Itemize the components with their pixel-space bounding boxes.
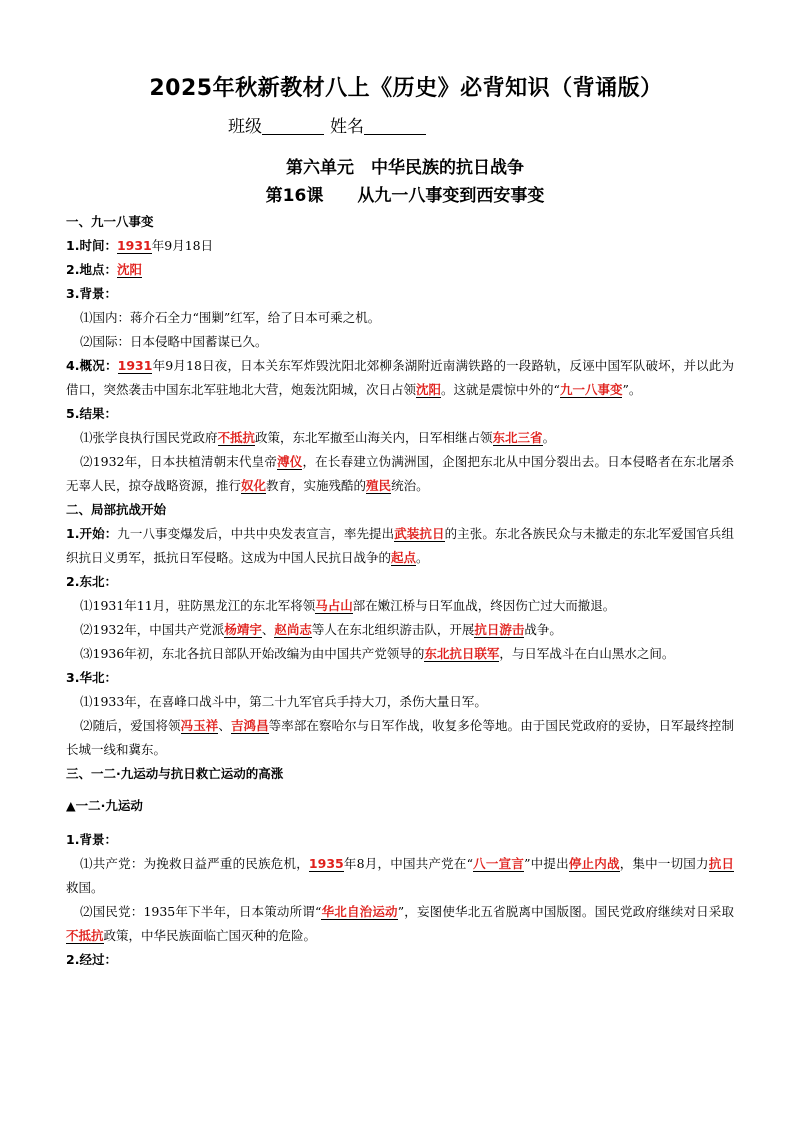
keyword: 1931: [116, 238, 152, 253]
northeast-item-3: ⑶1936年初，东北各抗日部队开始改编为由中国共产党领导的东北抗日联军，与日军战斗在白山黑水之间。: [80, 646, 675, 661]
lesson-name: 从九一八事变到西安事变: [357, 186, 545, 206]
section-heading-3: 三、一二·九运动与抗日救亡运动的高涨: [66, 766, 284, 781]
start-paragraph: 1.开始：九一八事变爆发后，中共中央发表宣言，率先提出武装抗日的主张。东北各族民众与未撤走的东北军爱国官兵组织抗日义勇军，抵抗日军侵略。这成为中国人民抗日战争的起点。: [66, 526, 734, 565]
keyword: 起点: [391, 550, 417, 565]
section-heading-1: 一、九一八事变: [66, 214, 154, 229]
keyword: 1935: [308, 856, 344, 871]
result-item-2: ⑵1932年，日本扶植清朝末代皇帝溥仪，在长春建立伪满洲国，企图把东北从中国分裂出去。日本侵略者在东北屠杀无辜人民，掠夺战略资源，推行奴化教育，实施残酷的殖民统治。: [66, 454, 734, 493]
background-item-1: ⑴国内：蒋介石全力“围剿”红军，给了日本可乘之机。: [80, 310, 381, 325]
keyword: 马占山: [315, 598, 353, 613]
time-line: 1.时间：1931年9月18日: [66, 238, 214, 253]
keyword: 抗日游击: [474, 622, 525, 637]
northeast-item-1: ⑴1931年11月，驻防黑龙江的东北军将领马占山部在嫩江桥与日军血战，终因伤亡过大而撤退。: [80, 598, 616, 613]
keyword: 冯玉祥: [180, 718, 219, 733]
keyword: 八一宣言: [472, 856, 525, 871]
keyword: 沈阳: [416, 382, 442, 397]
keyword: 不抵抗: [217, 430, 256, 445]
subsection-heading: ▲一二·九运动: [66, 798, 143, 813]
keyword: 杨靖宇: [224, 622, 262, 637]
name-blank[interactable]: [364, 116, 426, 135]
lesson-title: [76, 182, 734, 210]
lesson-number: 第16课: [265, 186, 324, 206]
keyword: 1931: [117, 358, 153, 373]
background-label: 3.背景：: [66, 286, 117, 301]
keyword: 殖民: [366, 478, 392, 493]
north-china-label: 3.华北：: [66, 670, 117, 685]
keyword: 吉鸿昌: [230, 718, 269, 733]
place-line: 2.地点：沈阳: [66, 262, 142, 277]
keyword: 赵尚志: [274, 622, 312, 637]
keyword: 溥仪: [277, 454, 303, 469]
north-china-item-1: ⑴1933年，在喜峰口战斗中，第二十九军官兵手持大刀，杀伤大量日军。: [80, 694, 487, 709]
background-item-2: ⑵国际：日本侵略中国蓄谋已久。: [80, 334, 268, 349]
result-label: 5.结果：: [66, 406, 117, 421]
process-label: 2.经过：: [66, 952, 117, 967]
keyword: 武装抗日: [394, 526, 445, 541]
document-title: 2025年秋新教材八上《历史》必背知识（背诵版）: [149, 76, 663, 101]
unit-title: 第六单元 中华民族的抗日战争: [286, 158, 524, 178]
student-info-line: [228, 114, 734, 140]
result-item-1: ⑴张学良执行国民党政府不抵抗政策，东北军撤至山海关内，日军相继占领东北三省。: [80, 430, 556, 445]
keyword: 不抵抗: [66, 928, 104, 943]
section-heading-2: 二、局部抗战开始: [66, 502, 167, 517]
movement-background-item-2: ⑵国民党：1935年下半年，日本策动所谓“华北自治运动”，妄图使华北五省脱离中国版图。国民党政府继续对日采取不抵抗政策，中华民族面临亡国灭种的危险。: [66, 904, 734, 943]
keyword: 沈阳: [116, 262, 142, 277]
class-label: 班级: [228, 117, 262, 137]
keyword: 抗日: [708, 856, 734, 871]
keyword: 东北三省: [492, 430, 543, 445]
northeast-label: 2.东北：: [66, 574, 117, 589]
north-china-item-2: ⑵随后，爱国将领冯玉祥、吉鸿昌等率部在察哈尔与日军作战，收复多伦等地。由于国民党政府的妥协，日军最终控制长城一线和冀东。: [66, 718, 734, 757]
class-blank[interactable]: [262, 116, 324, 135]
northeast-item-2: ⑵1932年，中国共产党派杨靖宇、赵尚志等人在东北组织游击队，开展抗日游击战争。: [80, 622, 562, 637]
keyword: 奴化: [241, 478, 267, 493]
movement-background-item-1: ⑴共产党：为挽救日益严重的民族危机，1935年8月，中国共产党在“八一宣言”中提出停止内战，集中一切国力抗日救国。: [66, 856, 734, 895]
keyword: 华北自治运动: [321, 904, 398, 919]
keyword: 停止内战: [568, 856, 620, 871]
movement-background-label: 1.背景：: [66, 832, 117, 847]
document-page: [66, 74, 734, 972]
keyword: 东北抗日联军: [424, 646, 500, 661]
keyword: 九一八事变: [559, 382, 623, 397]
name-label: 姓名: [330, 117, 364, 137]
overview-paragraph: 4.概况：1931年9月18日夜，日本关东军炸毁沈阳北郊柳条湖附近南满铁路的一段路轨，反诬中国军队破坏，并以此为借口，突然袭击中国东北军驻地北大营，炮轰沈阳城，次日占领沈阳。这就是震惊中外的“九一八事变”。: [66, 358, 734, 397]
